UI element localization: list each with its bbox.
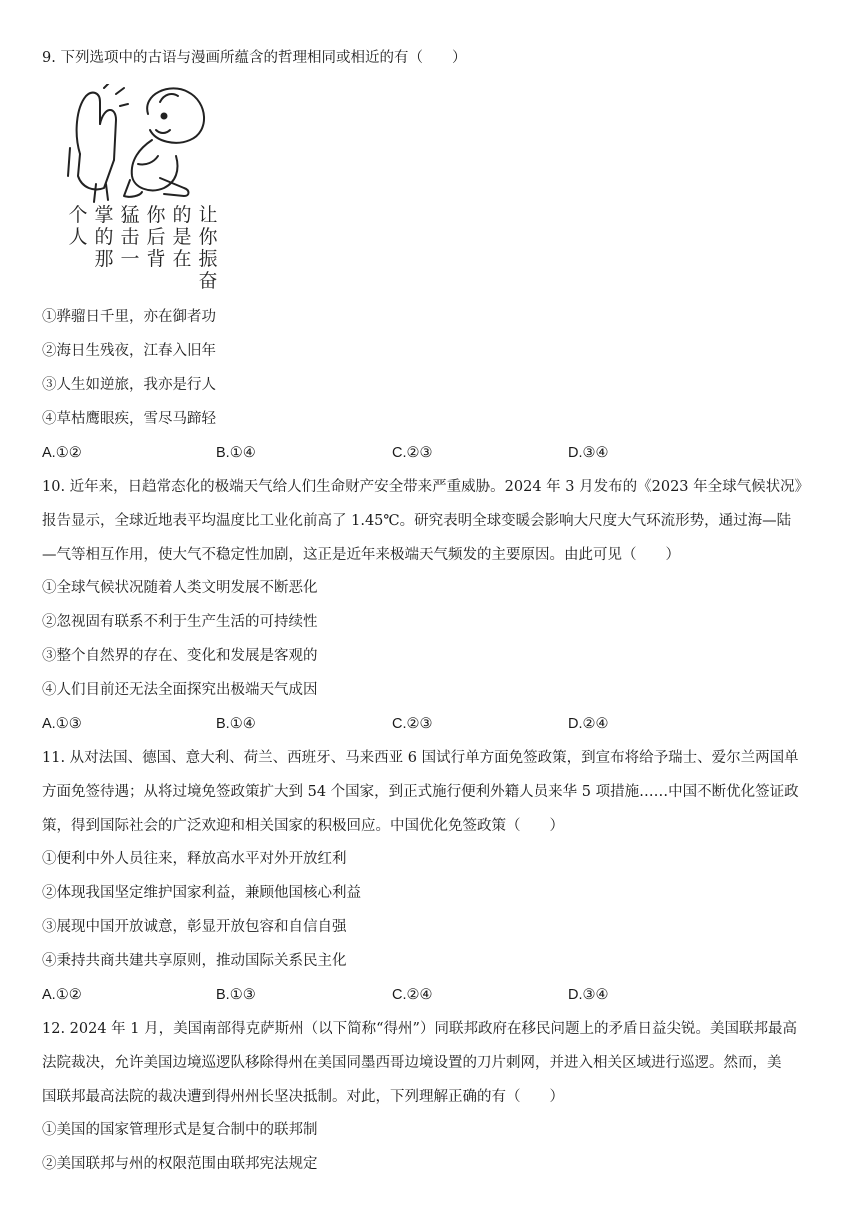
cartoon-caption-column	[118, 204, 142, 270]
caption-char: 在	[172, 248, 192, 270]
q10-item-1: ①全球气候状况随着人类文明发展不断恶化	[42, 580, 318, 596]
stem-line: 报告显示，全球近地表平均温度比工业化前高了 1.45℃。研究表明全球变暖会影响大尺度大气环流形势，通过海—陆	[42, 513, 792, 529]
question-10-stem	[42, 470, 820, 572]
option-c[interactable]: C.②③	[392, 716, 433, 732]
question-12-stem	[42, 1012, 820, 1114]
cartoon-caption-column	[170, 204, 194, 270]
stem-line: 法院裁决，允许美国边境巡逻队移除得州在美国同墨西哥边境设置的刀片刺网，并进入相关区域进行巡逻。然而，美	[42, 1055, 782, 1071]
caption-char: 你	[198, 226, 218, 248]
cartoon-caption	[60, 204, 220, 292]
caption-char: 奋	[198, 270, 218, 292]
stem-line: —气等相互作用，使大气不稳定性加剧，这正是近年来极端天气频发的主要原因。由此可见（ ）	[42, 547, 680, 563]
stem-line: 12. 2024 年 1 月，美国南部得克萨斯州（以下简称“得州”）同联邦政府在移民问题上的矛盾日益尖锐。美国联邦最高	[42, 1021, 797, 1037]
option-a[interactable]: A.①③	[42, 716, 82, 732]
caption-char: 击	[120, 226, 140, 248]
option-d[interactable]: D.③④	[568, 987, 609, 1003]
cartoon-illustration	[60, 84, 220, 294]
q11-item-2: ②体现我国坚定维护国家利益，兼顾他国核心利益	[42, 885, 361, 901]
stem-line: 10. 近年来，日趋常态化的极端天气给人们生命财产安全带来严重威胁。2024 年 3 月发布的《2023 年全球气候状况》	[42, 479, 810, 495]
q9-item-3: ③人生如逆旅，我亦是行人	[42, 377, 216, 393]
stem-line: 11. 从对法国、德国、意大利、荷兰、西班牙、马来西亚 6 国试行单方面免签政策，到宣布将给予瑞士、爱尔兰两国单	[42, 750, 799, 766]
q11-item-1: ①便利中外人员往来，释放高水平对外开放红利	[42, 851, 347, 867]
caption-char: 背	[146, 248, 166, 270]
caption-char: 是	[172, 226, 192, 248]
q12-item-1: ①美国的国家管理形式是复合制中的联邦制	[42, 1122, 318, 1138]
stem-line: 策，得到国际社会的广泛欢迎和相关国家的积极回应。中国优化免签政策（ ）	[42, 818, 564, 834]
caption-char: 你	[146, 204, 166, 226]
q12-item-2: ②美国联邦与州的权限范围由联邦宪法规定	[42, 1156, 318, 1172]
caption-char: 振	[198, 248, 218, 270]
question-11-stem	[42, 741, 820, 843]
cartoon-caption-column	[66, 204, 90, 248]
cartoon-caption-column	[144, 204, 168, 270]
stem-line: 方面免签待遇；从将过境免签政策扩大到 54 个国家，到正式施行便利外籍人员来华 5 项措施……中国不断优化签证政	[42, 784, 799, 800]
cartoon-caption-column	[196, 204, 220, 292]
option-b[interactable]: B.①④	[216, 716, 256, 732]
q10-options	[42, 714, 820, 734]
q9-options	[42, 443, 820, 463]
stem-line: 国联邦最高法院的裁决遭到得州州长坚决抵制。对此，下列理解正确的有（ ）	[42, 1089, 564, 1105]
option-b[interactable]: B.①③	[216, 987, 256, 1003]
caption-char: 让	[198, 204, 218, 226]
caption-char: 那	[94, 248, 114, 270]
option-a[interactable]: A.①②	[42, 987, 82, 1003]
caption-char: 一	[120, 248, 140, 270]
option-a[interactable]: A.①②	[42, 445, 82, 461]
q11-options	[42, 985, 820, 1005]
option-b[interactable]: B.①④	[216, 445, 256, 461]
q9-item-2: ②海日生残夜，江春入旧年	[42, 343, 216, 359]
q11-item-4: ④秉持共商共建共享原则，推动国际关系民主化	[42, 953, 347, 969]
q9-item-1: ①骅骝日千里，亦在御者功	[42, 309, 216, 325]
q10-item-4: ④人们目前还无法全面探究出极端天气成因	[42, 682, 318, 698]
caption-char: 后	[146, 226, 166, 248]
option-d[interactable]: D.③④	[568, 445, 609, 461]
caption-char: 掌	[94, 204, 114, 226]
q10-item-3: ③整个自然界的存在、变化和发展是客观的	[42, 648, 318, 664]
caption-char: 人	[68, 226, 88, 248]
option-d[interactable]: D.②④	[568, 716, 609, 732]
q11-item-3: ③展现中国开放诚意，彰显开放包容和自信自强	[42, 919, 347, 935]
caption-char: 猛	[120, 204, 140, 226]
option-c[interactable]: C.②③	[392, 445, 433, 461]
caption-char: 的	[94, 226, 114, 248]
q10-item-2: ②忽视固有联系不利于生产生活的可持续性	[42, 614, 318, 630]
caption-char: 的	[172, 204, 192, 226]
q9-item-4: ④草枯鹰眼疾，雪尽马蹄轻	[42, 411, 216, 427]
caption-char: 个	[68, 204, 88, 226]
question-9-stem: 9. 下列选项中的古语与漫画所蕴含的哲理相同或相近的有（ ）	[42, 50, 467, 66]
cartoon-caption-column	[92, 204, 116, 270]
option-c[interactable]: C.②④	[392, 987, 433, 1003]
